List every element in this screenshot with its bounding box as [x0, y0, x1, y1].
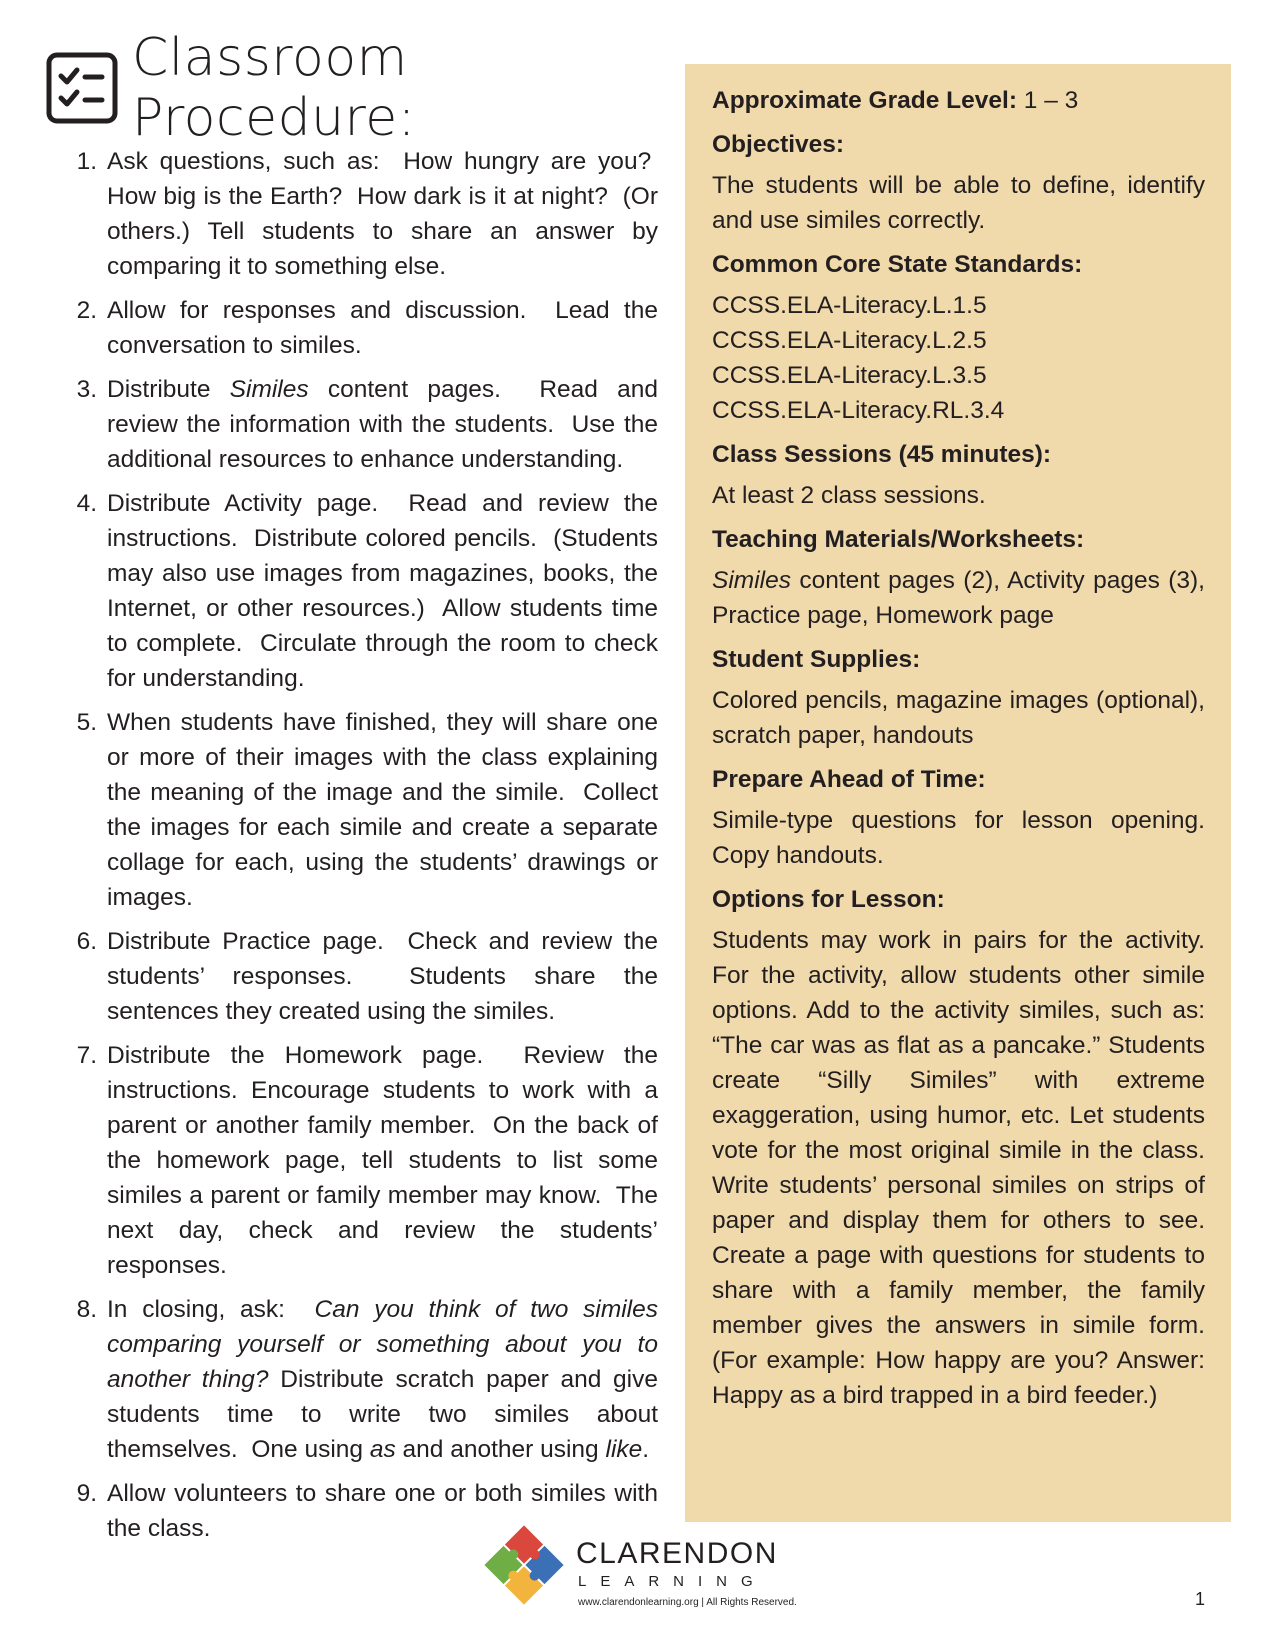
grade-level-value: 1 – 3 [1023, 87, 1079, 114]
page-title: Classroom Procedure: [132, 28, 416, 148]
objectives-text: The students will be able to define, identify and use similes correctly. [712, 172, 1205, 234]
procedure-step [46, 1292, 658, 1467]
prepare-text: Simile-type questions for lesson opening. Copy handouts. [712, 807, 1205, 869]
standard-item: CCSS.ELA-Literacy.L.2.5 [712, 327, 987, 354]
left-column [46, 28, 659, 1555]
step-text: Distribute Practice page. Check and review the students’ responses. Students share the sentences they created using the similes. [107, 928, 658, 1025]
step-number: 7. [76, 1042, 97, 1069]
step-text: When students have finished, they will share one or more of their images with the class explaining the meaning of the image and the simile. Collect the images for each simile and create a separate collage for each, using the students’ drawings or images. [107, 709, 658, 911]
standard-item: CCSS.ELA-Literacy.L.1.5 [712, 292, 987, 319]
procedure-step [46, 144, 658, 284]
procedure-step [46, 486, 658, 696]
step-text: Distribute Similes content pages. Read and review the information with the students. Use the additional resources to enhance understanding. [107, 376, 658, 473]
brand-name: CLARENDON [576, 1537, 778, 1570]
procedure-step [46, 705, 658, 915]
materials-section [712, 523, 1205, 633]
objectives-section [712, 128, 1205, 238]
page-number: 1 [1194, 1589, 1205, 1609]
procedure-step [46, 1038, 658, 1283]
lesson-info-panel [685, 64, 1231, 1522]
options-text: Students may work in pairs for the activity. For the activity, allow students other simile options. Add to the activity similes, such as: “The car was as flat as a pancake.” Students create “Silly Similes” with extreme exaggeration, using humor, etc. Let students vote for the most original simile in the class. Write students’ personal similes on strips of paper and display them for others to see. Create a page with questions for students to share with a family member, the family member gives the answers in simile form. (For example: How happy are you? Answer: Happy as a bird trapped in a bird feeder.) [712, 927, 1205, 1409]
options-heading: Options for Lesson: [712, 886, 945, 913]
step-number: 5. [76, 709, 97, 736]
footer [0, 1525, 1275, 1615]
procedure-step [46, 924, 658, 1029]
class-sessions-section [712, 438, 1205, 513]
standards-heading: Common Core State Standards: [712, 251, 1083, 278]
step-text: Ask questions, such as: How hungry are you? How big is the Earth? How dark is it at night? (Or others.) Tell students to share an answer by comparing it to something else. [107, 148, 658, 280]
procedure-step [46, 293, 658, 363]
supplies-heading: Student Supplies: [712, 646, 921, 673]
step-number: 9. [76, 1480, 97, 1507]
class-sessions-text: At least 2 class sessions. [712, 482, 986, 509]
step-number: 1. [76, 148, 97, 175]
objectives-heading: Objectives: [712, 131, 845, 158]
options-section [712, 883, 1205, 1413]
step-text: Distribute Activity page. Read and review the instructions. Distribute colored pencils. (Students may also use images from magazines, books, the Internet, or other resources.) Allow students time to complete. Circulate through the room to check for understanding. [107, 490, 658, 692]
standards-section [712, 248, 1205, 428]
prepare-section [712, 763, 1205, 873]
procedure-steps [46, 144, 658, 1546]
step-text: Allow volunteers to share one or both similes with the class. [107, 1480, 658, 1542]
standard-item: CCSS.ELA-Literacy.L.3.5 [712, 362, 987, 389]
grade-level-section [712, 84, 1205, 118]
class-sessions-heading: Class Sessions (45 minutes): [712, 441, 1052, 468]
grade-level-label: Approximate Grade Level: [712, 87, 1017, 114]
step-number: 4. [76, 490, 97, 517]
materials-heading: Teaching Materials/Worksheets: [712, 526, 1085, 553]
step-number: 2. [76, 297, 97, 324]
copyright-line: www.clarendonlearning.org | All Rights Reserved. [578, 1597, 797, 1608]
procedure-step [46, 372, 658, 477]
step-number: 6. [76, 928, 97, 955]
supplies-text: Colored pencils, magazine images (optional), scratch paper, handouts [712, 687, 1205, 749]
prepare-heading: Prepare Ahead of Time: [712, 766, 986, 793]
step-number: 8. [76, 1296, 97, 1323]
puzzle-logo-icon [484, 1525, 564, 1605]
materials-text: Similes content pages (2), Activity pages (3), Practice page, Homework page [712, 567, 1205, 629]
step-text: Allow for responses and discussion. Lead the conversation to similes. [107, 297, 658, 359]
brand-subtitle: LEARNING [578, 1573, 767, 1590]
title-row [46, 28, 658, 148]
checklist-icon [46, 52, 118, 124]
supplies-section [712, 643, 1205, 753]
standard-item: CCSS.ELA-Literacy.RL.3.4 [712, 397, 1005, 424]
step-number: 3. [76, 376, 97, 403]
step-text: Distribute the Homework page. Review the instructions. Encourage students to work with a parent or another family member. On the back of the homework page, tell students to list some similes a parent or family member may know. The next day, check and review the students’ responses. [107, 1042, 658, 1279]
step-text: In closing, ask: Can you think of two similes comparing yourself or something about you to another thing? Distribute scratch paper and give students time to write two similes about themselves. One using as and another using like. [107, 1296, 659, 1463]
